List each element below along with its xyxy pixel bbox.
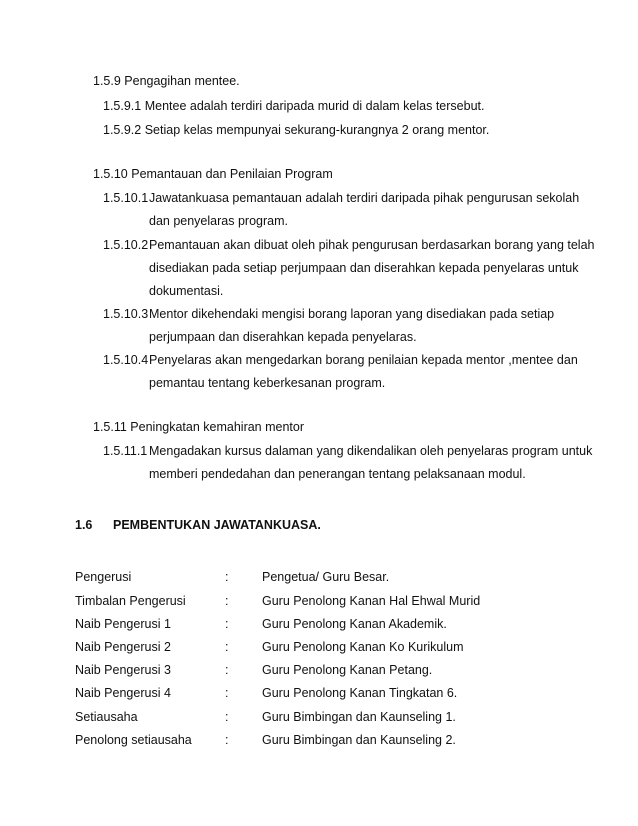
committee-colon: : <box>225 570 229 584</box>
committee-role: Naib Pengerusi 3 <box>75 663 171 677</box>
committee-member: Guru Penolong Kanan Akademik. <box>262 617 447 631</box>
item-1-5-10-3-line: perjumpaan dan diserahkan kepada penyelaras. <box>149 330 417 344</box>
item-1-5-10-2-line: disediakan pada setiap perjumpaan dan diserahkan kepada penyelaras untuk <box>149 261 579 275</box>
item-1-5-10-2-line: dokumentasi. <box>149 284 224 298</box>
committee-role: Naib Pengerusi 1 <box>75 617 171 631</box>
committee-member: Guru Penolong Kanan Ko Kurikulum <box>262 640 464 654</box>
committee-colon: : <box>225 663 229 677</box>
item-1-5-11-1-line: Mengadakan kursus dalaman yang dikendalikan oleh penyelaras program untuk <box>149 444 593 458</box>
item-1-5-10-1-line: dan penyelaras program. <box>149 214 288 228</box>
item-1-5-10-3-number: 1.5.10.3 <box>103 307 149 321</box>
item-1-5-10-4-line: Penyelaras akan mengedarkan borang penilaian kepada mentor ,mentee dan <box>149 353 578 367</box>
committee-role: Setiausaha <box>75 710 138 724</box>
committee-colon: : <box>225 594 229 608</box>
section-1-5-9-2-text: 1.5.9.2 Setiap kelas mempunyai sekurang-kurangnya 2 orang mentor. <box>103 123 490 137</box>
item-1-5-10-4-number: 1.5.10.4 <box>103 353 149 367</box>
item-1-5-11-1-line: memberi pendedahan dan penerangan tentang pelaksanaan modul. <box>149 467 526 481</box>
committee-role: Penolong setiausaha <box>75 733 192 747</box>
item-1-5-11-1-number: 1.5.11.1 <box>103 444 148 458</box>
item-1-5-10-2-number: 1.5.10.2 <box>103 238 149 252</box>
section-1-5-9-1-text: 1.5.9.1 Mentee adalah terdiri daripada murid di dalam kelas tersebut. <box>103 99 485 113</box>
committee-member: Guru Penolong Kanan Hal Ehwal Murid <box>262 594 481 608</box>
section-1-6-number: 1.6 <box>75 518 93 532</box>
committee-member: Guru Bimbingan dan Kaunseling 1. <box>262 710 456 724</box>
committee-role: Naib Pengerusi 4 <box>75 686 171 700</box>
committee-colon: : <box>225 733 229 747</box>
item-1-5-10-4-line: pemantau tentang keberkesanan program. <box>149 376 386 390</box>
item-1-5-10-3-line: Mentor dikehendaki mengisi borang laporan yang disediakan pada setiap <box>149 307 555 321</box>
committee-role: Pengerusi <box>75 570 132 584</box>
item-1-5-10-1-number: 1.5.10.1 <box>103 191 149 205</box>
committee-role: Timbalan Pengerusi <box>75 594 186 608</box>
committee-member: Guru Penolong Kanan Tingkatan 6. <box>262 686 458 700</box>
section-1-5-9-heading: 1.5.9 Pengagihan mentee. <box>93 74 240 88</box>
committee-member: Pengetua/ Guru Besar. <box>262 570 390 584</box>
item-1-5-10-1-line: Jawatankuasa pemantauan adalah terdiri daripada pihak pengurusan sekolah <box>149 191 580 205</box>
committee-colon: : <box>225 710 229 724</box>
section-1-5-11-heading: 1.5.11 Peningkatan kemahiran mentor <box>93 420 305 434</box>
item-1-5-10-2-line: Pemantauan akan dibuat oleh pihak pengurusan berdasarkan borang yang telah <box>149 238 595 252</box>
section-1-5-10-heading: 1.5.10 Pemantauan dan Penilaian Program <box>93 167 333 181</box>
committee-role: Naib Pengerusi 2 <box>75 640 171 654</box>
committee-colon: : <box>225 686 229 700</box>
committee-member: Guru Bimbingan dan Kaunseling 2. <box>262 733 456 747</box>
committee-colon: : <box>225 640 229 654</box>
section-1-6-title: PEMBENTUKAN JAWATANKUASA. <box>113 518 321 532</box>
committee-member: Guru Penolong Kanan Petang. <box>262 663 433 677</box>
committee-colon: : <box>225 617 229 631</box>
